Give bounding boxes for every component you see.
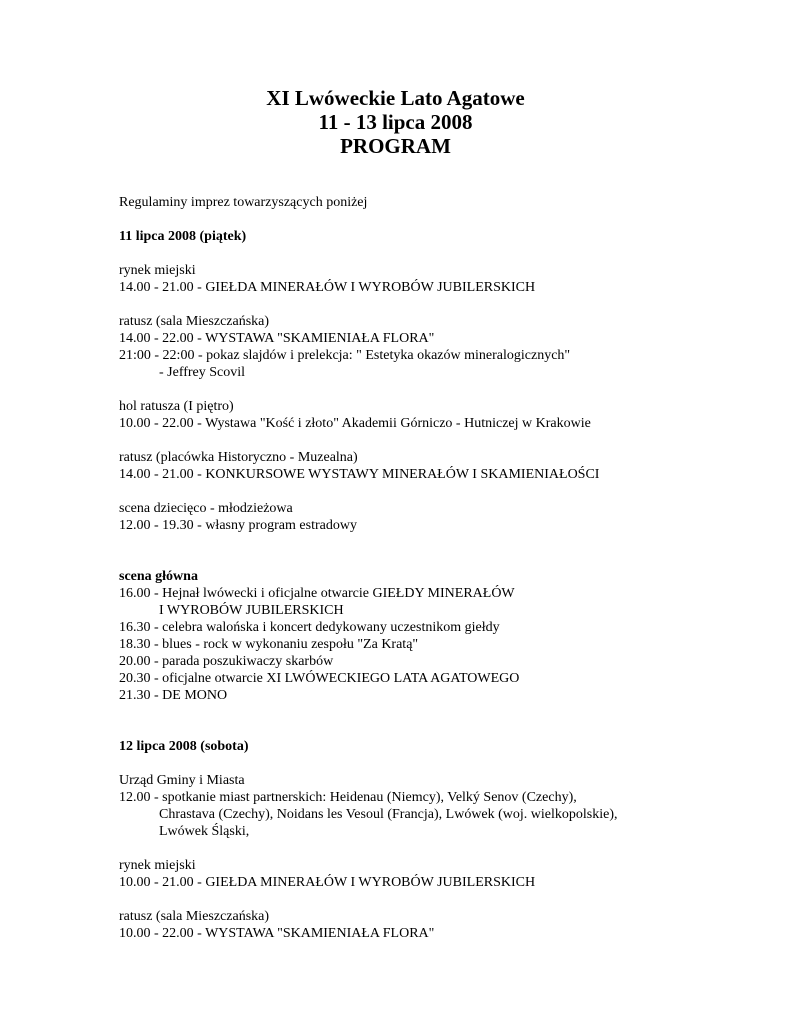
venue-label: rynek miejski xyxy=(119,858,196,873)
title-line-2: 11 - 13 lipca 2008 xyxy=(318,110,473,134)
event-item-continuation: Lwówek Śląski, xyxy=(159,824,250,839)
event-item-continuation: I WYROBÓW JUBILERSKICH xyxy=(159,603,344,618)
venue-label: Urząd Gminy i Miasta xyxy=(119,773,245,788)
event-item-continuation: Chrastava (Czechy), Noidans les Vesoul (Francja), Lwówek (woj. wielkopolskie), xyxy=(159,807,618,822)
event-item-continuation: - Jeffrey Scovil xyxy=(159,365,246,380)
venue-label: scena dziecięco - młodzieżowa xyxy=(119,501,293,516)
document-title xyxy=(0,86,791,158)
day1-heading: 11 lipca 2008 (piątek) xyxy=(119,229,247,244)
venue-label: ratusz (sala Mieszczańska) xyxy=(119,314,270,329)
event-item: 12.00 - 19.30 - własny program estradowy xyxy=(119,518,357,533)
day2-heading: 12 lipca 2008 (sobota) xyxy=(119,739,249,754)
event-item: 14.00 - 22.00 - WYSTAWA "SKAMIENIAŁA FLORA" xyxy=(119,331,435,346)
venue-label: ratusz (sala Mieszczańska) xyxy=(119,909,270,924)
event-item: 10.00 - 22.00 - WYSTAWA "SKAMIENIAŁA FLORA" xyxy=(119,926,435,941)
event-item: 14.00 - 21.00 - KONKURSOWE WYSTAWY MINERAŁÓW I SKAMIENIAŁOŚCI xyxy=(119,467,600,482)
title-line-3: PROGRAM xyxy=(340,134,451,158)
program-content xyxy=(119,194,759,942)
title-line-1: XI Lwóweckie Lato Agatowe xyxy=(266,86,525,110)
venue-label: ratusz (placówka Historyczno - Muzealna) xyxy=(119,450,358,465)
event-item: 21:00 - 22:00 - pokaz slajdów i prelekcja: " Estetyka okazów mineralogicznych" xyxy=(119,348,571,363)
event-item: 20.30 - oficjalne otwarcie XI LWÓWECKIEGO LATA AGATOWEGO xyxy=(119,671,520,686)
event-item: 10.00 - 22.00 - Wystawa "Kość i złoto" Akademii Górniczo - Hutniczej w Krakowie xyxy=(119,416,591,431)
event-item: 16.00 - Hejnał lwówecki i oficjalne otwarcie GIEŁDY MINERAŁÓW xyxy=(119,586,515,601)
event-item: 10.00 - 21.00 - GIEŁDA MINERAŁÓW I WYROBÓW JUBILERSKICH xyxy=(119,875,536,890)
venue-label-main-stage: scena główna xyxy=(119,569,198,584)
venue-label: rynek miejski xyxy=(119,263,196,278)
event-item: 20.00 - parada poszukiwaczy skarbów xyxy=(119,654,334,669)
event-item: 14.00 - 21.00 - GIEŁDA MINERAŁÓW I WYROBÓW JUBILERSKICH xyxy=(119,280,536,295)
event-item: 12.00 - spotkanie miast partnerskich: Heidenau (Niemcy), Velký Senov (Czechy), xyxy=(119,790,577,805)
event-item: 21.30 - DE MONO xyxy=(119,688,228,703)
event-item: 16.30 - celebra walońska i koncert dedykowany uczestnikom giełdy xyxy=(119,620,500,635)
event-item: 18.30 - blues - rock w wykonaniu zespołu "Za Kratą" xyxy=(119,637,419,652)
venue-label: hol ratusza (I piętro) xyxy=(119,399,234,414)
intro-text: Regulaminy imprez towarzyszących poniżej xyxy=(119,195,368,210)
